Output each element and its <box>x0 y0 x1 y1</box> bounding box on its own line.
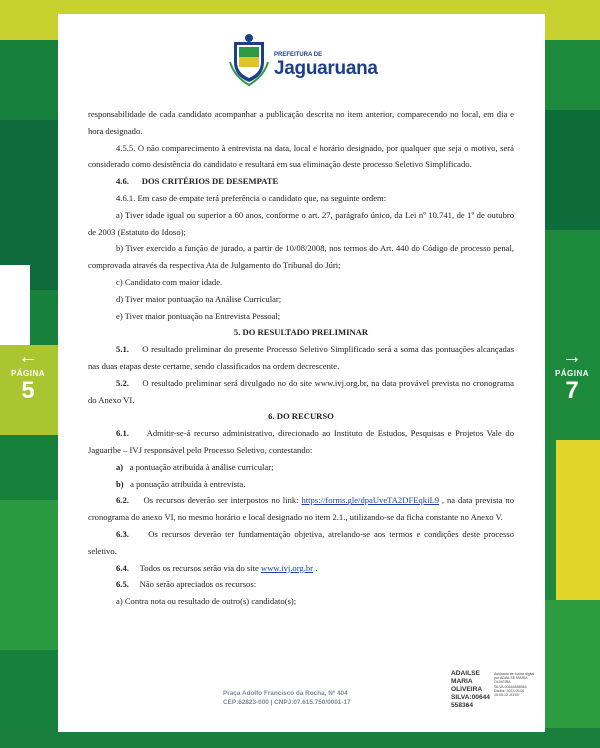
document-body <box>88 106 514 610</box>
section-title: DOS CRITÉRIOS DE DESEMPATE <box>141 176 279 187</box>
paragraph-6-1 <box>88 425 514 459</box>
next-page-button[interactable] <box>550 347 594 404</box>
clause-number: 6.1. <box>116 428 129 439</box>
list-marker: a) <box>116 461 124 472</box>
next-page-label: PÁGINA <box>554 369 590 378</box>
clause-text: , na data prevista no cronograma do anexo VI, no mesmo horário e local designado no item 2.1., utilizando-se da ficha constante no Anexo V. <box>88 495 514 523</box>
clause-text: O resultado preliminar do presente Processo Seletivo Simplificado será a soma das pontuações alcançadas nas duas etapas deste certame, sendo classificados na ordem decrescente. <box>88 344 514 371</box>
paragraph-6-2 <box>88 492 514 526</box>
list-marker: b) <box>116 478 124 489</box>
clause-text: Todos os recursos serão via do site <box>139 562 261 573</box>
clause-number: 6.4. <box>116 562 129 573</box>
city-crest-icon <box>228 32 270 87</box>
ivj-site-link[interactable]: www.ivj.org.br <box>261 562 314 573</box>
clause-text: Os recursos deverão ser interpostos no link: <box>143 495 302 506</box>
list-text: a pontuação atribuída à análise curricular; <box>129 461 274 472</box>
list-item: a) Contra nota ou resultado de outro(s) candidato(s); <box>116 596 297 607</box>
decor-right-yellow <box>556 440 600 600</box>
logo-title: Jaguaruana <box>274 58 378 79</box>
clause-number: 5.2. <box>116 377 129 388</box>
clause-text: Os recursos deverão ter fundamentação objetiva, atrelando-se aos termos e condições deste processo seletivo. <box>88 528 514 556</box>
list-item: d) Tiver maior pontuação na Análise Curricular; <box>116 293 282 304</box>
clause-text: Admitir-se-á recurso administrativo, direcionado ao Instituto de Estudos, Pesquisas e Projetos Vale do Jaguaribe – IVJ responsável pelo Processo Seletivo, contestando: <box>88 428 515 455</box>
logo-prefix: PREFEITURA DE <box>274 52 323 58</box>
section-number: 4.6. <box>116 176 129 187</box>
footer-address: Praça Adolfo Francisco da Rocha, Nº 404 <box>223 690 348 697</box>
clause-number: 6.5. <box>116 579 129 590</box>
footer-cep-cnpj: CEP:62823-000 | CNPJ:07.615.750/0001-17 <box>223 699 351 706</box>
document-page <box>58 14 545 732</box>
prev-page-number: 5 <box>21 377 35 404</box>
list-item: a) Tiver idade igual ou superior a 60 anos, conforme o art. 27, parágrafo único, da Lei nº 10.741, de 1º de outubro de 2003 (Estatuto do Idoso); <box>88 209 514 237</box>
list-item <box>88 476 514 493</box>
section-heading-4-6 <box>88 173 514 190</box>
paragraph: responsabilidade de cada candidato acompanhar a publicação descrita no item anterior, comparecendo no local, em dia e hora designado. <box>88 109 514 136</box>
digital-signature-stamp: Assinado de forma digital por ADAILSE MARIA OLIVEIRA SILVA:00644558364 Dados: 2023.05.05 15:05:12 -03'00' <box>494 672 535 698</box>
paragraph-4-5-5: 4.5.5. O não comparecimento à entrevista na data, local e horário designado, por qualquer que seja o motivo, será considerado como desistência do candidato e resultará em sua eliminação deste processo Seletivo Simplificado. <box>88 142 514 170</box>
paragraph-6-3 <box>88 526 514 560</box>
list-item: c) Candidato com maior idade. <box>116 276 223 287</box>
list-item: e) Tiver maior pontuação na Entrevista Pessoal; <box>116 310 281 321</box>
section-heading-5: 5. DO RESULTADO PRELIMINAR <box>233 327 369 338</box>
page-footer <box>58 670 545 732</box>
recurso-form-link[interactable]: https://forms.gle/dpaUveTA2DFEqkiL9 <box>301 495 439 506</box>
clause-text: O resultado preliminar será divulgado no do site www.ivj.org.br, na data provável prevista no cronograma do Anexo VI. <box>88 377 514 405</box>
decor-right-teal <box>545 110 600 230</box>
prev-page-label: PÁGINA <box>10 369 46 378</box>
arrow-right-icon: → <box>562 346 582 368</box>
digital-signature-name: ADAILSE MARIA OLIVEIRA SILVA:00644 558364 <box>451 670 490 709</box>
prev-page-button[interactable] <box>6 347 50 404</box>
clause-number: 6.2. <box>116 495 129 506</box>
paragraph-6-5 <box>88 576 514 593</box>
paragraph-6-4 <box>88 560 514 577</box>
section-heading-6: 6. DO RECURSO <box>268 411 334 422</box>
list-item <box>88 459 514 476</box>
decor-right-green <box>545 600 600 748</box>
clause-text: . <box>313 562 318 573</box>
paragraph-4-6-1: 4.6.1. Em caso de empate terá preferência o candidato que, na seguinte ordem: <box>116 192 387 203</box>
paragraph-5-1 <box>88 341 514 375</box>
decor-left-green <box>0 500 58 650</box>
clause-number: 5.1. <box>116 344 129 355</box>
clause-text: Não serão apreciados os recursos: <box>139 579 257 590</box>
arrow-left-icon: ← <box>18 346 38 368</box>
prefeitura-logo <box>228 32 378 87</box>
clause-number: 6.3. <box>116 528 129 539</box>
decor-left-white <box>0 265 30 345</box>
next-page-number: 7 <box>565 377 579 404</box>
list-text: a ponuação atribuída à entrevista. <box>130 478 246 489</box>
paragraph-5-2 <box>88 375 514 409</box>
list-item: b) Tiver exercido a função de jurado, a partir de 10/08/2008, nos termos do Art. 440 do Código de processo penal, comprovada através da respectiva Ata de Julgamento do Tribunal do Júri; <box>88 243 514 271</box>
